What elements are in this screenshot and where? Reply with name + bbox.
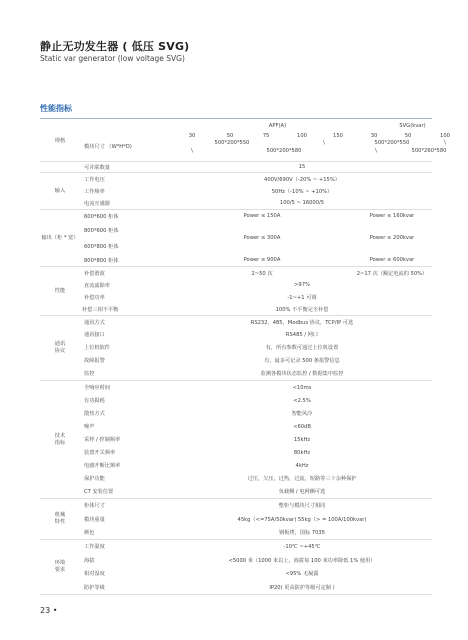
row-value: <95% 无凝露 xyxy=(285,571,319,577)
row-label: 监控 xyxy=(84,371,95,377)
group-label-spec: 规格 xyxy=(54,137,66,144)
row-value: 有，所有参数可通过上位机设置 xyxy=(265,344,339,351)
row-value: 80kHz xyxy=(293,449,311,456)
apf-capacity: 30 xyxy=(188,133,196,139)
row-value: 负载侧 / 电网侧可选 xyxy=(278,489,326,495)
apf-capacity: 50 xyxy=(226,133,234,139)
page-subtitle: Static var generator (low voltage SVG) xyxy=(40,54,185,63)
row-label: 采样 / 控制频率 xyxy=(84,437,121,443)
group-label-perf: 性能 xyxy=(54,287,66,294)
module-size: \ xyxy=(375,148,377,154)
apf-capacity: 75 xyxy=(262,133,270,139)
apf-value: Power ≤ 900A xyxy=(243,257,281,263)
row-value: <10ms xyxy=(292,384,312,391)
spec-table xyxy=(40,121,450,595)
row-value: -10℃ ~+45℃ xyxy=(283,543,321,550)
row-label: 模块重量 xyxy=(84,516,105,523)
row-value: 400V/690V（-20% ~ +15%） xyxy=(264,176,340,183)
row-value: <2.5% xyxy=(293,397,311,404)
row-label: 散热方式 xyxy=(84,411,105,417)
row-value: 15 xyxy=(298,164,306,170)
row-label: 800*600 柜体 xyxy=(84,227,119,234)
row-value: <5000 米（1000 米以上，海拔每 100 米功率降低 1% 使用） xyxy=(228,557,376,564)
row-label: 补偿功率 xyxy=(84,294,105,301)
row-value: RS232，485，Modbus 协议，TCP/IP 可选 xyxy=(250,319,354,326)
group-label-mech: 机械 特性 xyxy=(54,512,66,525)
row-value: 钢板烤，国标 7035 xyxy=(279,530,325,536)
row-label: 有功损耗 xyxy=(84,398,105,404)
row-value: >97% xyxy=(294,282,310,288)
row-label: 颜色 xyxy=(84,530,95,536)
svg-capacity: 30 xyxy=(370,133,378,139)
svg-value: Power ≤ 600kvar xyxy=(369,257,415,263)
row-label: 直流滤除率 xyxy=(84,282,110,289)
apf-value: Power ≤ 150A xyxy=(243,213,281,219)
module-size: \ xyxy=(444,140,446,146)
env-group xyxy=(40,540,432,595)
apf-capacity: 150 xyxy=(333,133,343,139)
spec-group xyxy=(40,121,450,162)
svg-value: 2~17 次（额定电流的 50%） xyxy=(356,270,428,277)
input-group xyxy=(40,173,432,210)
page-number: 23 • xyxy=(40,606,58,615)
module-size: 500*260*580 xyxy=(411,148,447,154)
row-label: 相对湿度 xyxy=(84,571,105,577)
group-label-tech: 技术 指标 xyxy=(54,432,66,446)
row-label: CT 安装位置 xyxy=(84,489,114,495)
svg-value: Power ≤ 200kvar xyxy=(369,235,415,241)
row-value: RS485 / 网口 xyxy=(285,331,319,338)
row-value: 4kHz xyxy=(295,462,309,469)
svg-header: SVG(kvar) xyxy=(399,123,426,129)
row-value: <60dB xyxy=(293,423,311,430)
module-size: \ xyxy=(323,140,325,146)
row-label: 柜体尺寸 xyxy=(84,503,105,509)
mech-group xyxy=(40,499,432,540)
apf-capacity: 100 xyxy=(297,133,307,139)
module-size-label: 模块尺寸 （W*H*D) xyxy=(84,143,132,150)
tech-group xyxy=(40,381,432,499)
module-size: 500*200*550 xyxy=(374,140,410,146)
row-label: 电感开断比频率 xyxy=(84,463,121,469)
row-label: 600*600 柜体 xyxy=(84,213,119,220)
row-value: 整柜与模块尺寸相同 xyxy=(278,503,326,509)
row-value: 过压，欠压，过热，过流，短路等三十余种保护 xyxy=(247,476,357,482)
row-label: 装置开关频率 xyxy=(84,450,116,456)
svg-capacity: 100 xyxy=(440,133,450,139)
row-label: 全响应时间 xyxy=(84,385,110,391)
table-row xyxy=(40,162,432,173)
apf-header: APF(A) xyxy=(268,123,287,129)
section-divider xyxy=(40,118,432,119)
row-value: 50Hz（-10% ~ +10%） xyxy=(271,188,333,195)
row-value: 智能风冷 xyxy=(291,411,313,417)
row-label: 故障报警 xyxy=(84,358,105,364)
row-label: 上位机软件 xyxy=(84,344,110,351)
group-label-env: 环境 要求 xyxy=(54,560,66,573)
row-value: 100/5 ~ 16000/5 xyxy=(279,200,325,206)
row-label: 防护等级 xyxy=(84,584,105,591)
module-size: 500*200*580 xyxy=(266,148,302,154)
apf-value: Power ≤ 300A xyxy=(243,235,281,241)
row-label: 补偿谐波 xyxy=(84,270,105,277)
row-label: 工作温度 xyxy=(84,544,105,550)
row-value: IP20( 更高防护等级可定制 ) xyxy=(269,584,335,591)
perf-group xyxy=(40,267,432,316)
row-label: 电流互感器 xyxy=(84,200,110,207)
apf-value: 2~50 次 xyxy=(251,270,273,277)
row-label: 噪声 xyxy=(84,424,95,430)
row-label: 海拔 xyxy=(84,557,95,564)
row-value: 45kg（<=75A/50kvar) 55kg（> = 100A/100kvar) xyxy=(237,516,367,523)
row-label: 600*800 柜体 xyxy=(84,243,119,250)
row-label: 通讯方式 xyxy=(84,319,105,326)
comm-group xyxy=(40,316,432,381)
group-label-input: 输入 xyxy=(54,187,66,194)
row-label: 工作频率 xyxy=(84,188,105,195)
row-label: 补偿三相不平衡 xyxy=(82,306,119,313)
group-label-comm: 通讯 协议 xyxy=(54,341,66,354)
svg-capacity: 50 xyxy=(404,133,412,139)
section-title: 性能指标 xyxy=(40,104,72,113)
group-label-output: 输出（柜 * 宽） xyxy=(41,234,79,241)
row-label: 800*800 柜体 xyxy=(84,257,119,264)
row-label: 保护功能 xyxy=(84,476,105,482)
row-value: 监测各模块状态监控 / 数据集中监控 xyxy=(260,371,344,377)
row-label: 可并联数量 xyxy=(84,164,110,171)
row-value: 100% 不平衡完全补偿 xyxy=(275,306,329,313)
svg-value: Power ≤ 160kvar xyxy=(369,213,415,219)
page-title: 静止无功发生器 ( 低压 SVG) xyxy=(40,40,190,53)
row-value: 15kHz xyxy=(293,436,311,443)
row-label: 工作电压 xyxy=(84,176,105,183)
row-label: 通讯接口 xyxy=(84,331,105,338)
output-group xyxy=(40,210,432,267)
module-size: \ xyxy=(191,148,193,154)
module-size: 500*200*550 xyxy=(214,140,250,146)
row-value: 有，最多可记录 500 条报警信息 xyxy=(264,358,340,364)
row-value: -1~+1 可调 xyxy=(287,294,317,301)
